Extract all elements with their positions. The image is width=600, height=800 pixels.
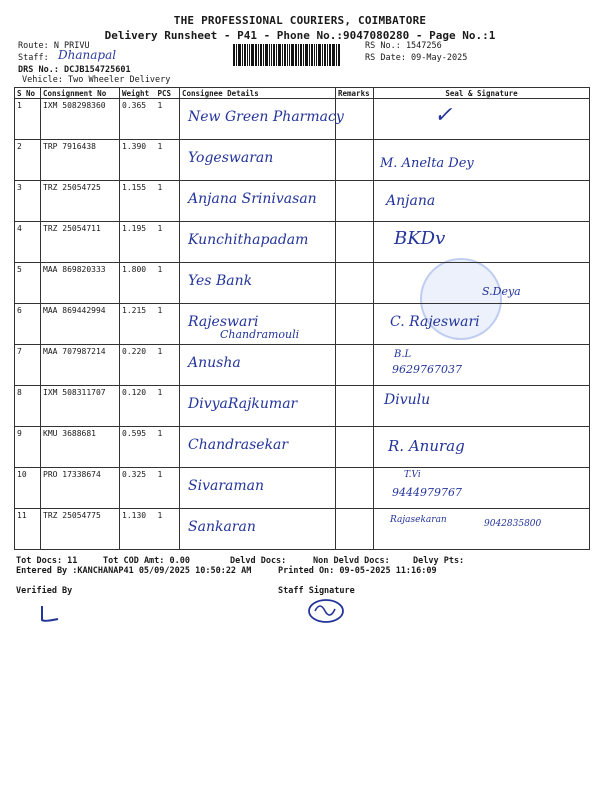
rs-date: RS Date: 09-May-2025 [365,53,468,63]
staff-signature-mark [306,598,346,624]
printed-on: Printed On: 09-05-2025 11:16:09 [278,566,437,576]
consignee-cell [180,140,336,181]
weight-cell: 1.390 [120,140,156,181]
consignment-cell: TRZ 25054711 [41,222,120,263]
signature-cell [374,263,590,304]
table-row [15,99,590,140]
consignee-cell [180,181,336,222]
remarks-cell [336,468,374,509]
pcs-cell: 1 [156,345,180,386]
rs-number: RS No.: 1547256 [365,41,442,51]
runsheet-table [14,87,590,550]
table-row [15,222,590,263]
handwritten-signature: Divulu [384,392,431,408]
delivery-points: Delvy Pts: [413,556,465,566]
sno-cell: 4 [15,222,41,263]
consignee-name: Anjana Srinivasan [188,191,317,207]
weight-cell: 1.195 [120,222,156,263]
signature-cell [374,427,590,468]
remarks-cell [336,509,374,550]
consignee-name: Sankaran [188,519,256,535]
handwritten-signature: Anjana [386,193,436,209]
remarks-cell [336,386,374,427]
sno-cell: 11 [15,509,41,550]
handwritten-signature: S.Deya [482,285,521,298]
pcs-cell: 1 [156,427,180,468]
pcs-cell: 1 [156,99,180,140]
consignee-name: Rajeswari [188,314,259,330]
runsheet-subtitle: Delivery Runsheet - P41 - Phone No.:9047080280 - Page No.:1 [104,29,496,42]
signature-cell [374,345,590,386]
consignee-cell [180,386,336,427]
total-cod: Tot COD Amt: 0.00 [103,556,190,566]
pcs-cell: 1 [156,386,180,427]
table-header-row [15,88,590,99]
table-row [15,304,590,345]
sno-cell: 7 [15,345,41,386]
staff-label: Staff: [18,53,49,63]
sno-cell: 3 [15,181,41,222]
consignment-cell: IXM 508298360 [41,99,120,140]
consignee-name: DivyaRajkumar [188,396,298,412]
pcs-cell: 1 [156,222,180,263]
signature-cell [374,99,590,140]
consignment-cell: KMU 3688681 [41,427,120,468]
col-remarks-header: Remarks [336,88,374,99]
consignee-cell [180,263,336,304]
pcs-cell: 1 [156,509,180,550]
consignee-cell [180,222,336,263]
sno-cell: 9 [15,427,41,468]
handwritten-signature: ✓ [434,103,453,128]
consignee-name: Yogeswaran [188,150,274,166]
consignment-cell: MAA 869820333 [41,263,120,304]
handwritten-phone: 9042835800 [484,519,542,529]
verified-signature [38,604,68,624]
table-row [15,386,590,427]
consignee-name: Kunchithapadam [188,232,309,248]
drs-number: DRS No.: DCJB154725601 [18,65,131,75]
col-signature-header: Seal & Signature [374,88,590,99]
consignee-name: Anusha [188,355,241,371]
consignment-cell: TRZ 25054725 [41,181,120,222]
signature-cell [374,222,590,263]
sno-cell: 1 [15,99,41,140]
consignment-cell: MAA 707987214 [41,345,120,386]
sno-cell: 2 [15,140,41,181]
sno-cell: 6 [15,304,41,345]
col-weight-header: Weight [120,88,156,99]
table-row [15,468,590,509]
remarks-cell [336,140,374,181]
consignee-name: New Green Pharmacy [188,109,344,125]
handwritten-signature: B.L [394,349,412,360]
handwritten-signature: M. Anelta Dey [380,156,474,171]
table-row [15,509,590,550]
pcs-cell: 1 [156,468,180,509]
consignee-cell [180,99,344,140]
weight-cell: 0.365 [120,99,156,140]
table-row [15,140,590,181]
weight-cell: 1.130 [120,509,156,550]
weight-cell: 0.120 [120,386,156,427]
handwritten-signature: BKDv [394,228,446,249]
pcs-cell: 1 [156,304,180,345]
handwritten-signature: Rajasekaran [390,515,447,525]
route-label: Route: N PRIVU [18,41,90,51]
staff-handwritten: Dhanapal [58,48,117,62]
weight-cell: 1.155 [120,181,156,222]
verified-by-label: Verified By [16,586,73,596]
page-title: THE PROFESSIONAL COURIERS, COIMBATORE [173,14,427,27]
pcs-cell: 1 [156,181,180,222]
table-row [15,181,590,222]
weight-cell: 0.595 [120,427,156,468]
signature-cell [374,509,590,550]
weight-cell: 1.215 [120,304,156,345]
pcs-cell: 1 [156,263,180,304]
col-pcs-header: PCS [156,88,180,99]
handwritten-signature: C. Rajeswari [390,314,480,330]
handwritten-signature: R. Anurag [388,437,465,455]
consignee-cell [180,468,336,509]
signature-cell [374,304,590,345]
col-sno-header: S No [15,88,41,99]
signature-cell [374,181,590,222]
consignee-cell [180,345,336,386]
sno-cell: 5 [15,263,41,304]
handwritten-signature: T.Vi [404,470,421,480]
signature-cell [374,386,590,427]
consignee-name-line2: Chandramouli [220,328,300,341]
remarks-cell [336,181,374,222]
consignee-cell [180,427,336,468]
barcode [233,44,358,66]
signature-cell [374,140,590,181]
weight-cell: 1.800 [120,263,156,304]
table-row [15,263,590,304]
remarks-cell [336,263,374,304]
delivered-docs: Delvd Docs: [230,556,287,566]
non-delivered-docs: Non Delvd Docs: [313,556,390,566]
table-row [15,427,590,468]
sno-cell: 10 [15,468,41,509]
table-row [15,345,590,386]
col-consignee-header: Consignee Details [180,88,336,99]
remarks-cell [336,99,374,140]
handwritten-phone: 9444979767 [392,486,462,499]
staff-signature-label: Staff Signature [278,586,355,596]
remarks-cell [336,345,374,386]
consignment-cell: TRP 7916438 [41,140,120,181]
consignment-cell: TRZ 25054775 [41,509,120,550]
consignee-cell [180,509,336,550]
vehicle-label: Vehicle: Two Wheeler Delivery [22,75,171,85]
consignment-cell: PRO 17338674 [41,468,120,509]
remarks-cell [336,427,374,468]
consignee-name: Yes Bank [188,273,253,289]
col-consignment-header: Consignment No [41,88,120,99]
sno-cell: 8 [15,386,41,427]
entered-by: Entered By :KANCHANAP41 05/09/2025 10:50:22 AM [16,566,252,576]
remarks-cell [336,222,374,263]
weight-cell: 0.220 [120,345,156,386]
pcs-cell: 1 [156,140,180,181]
consignee-name: Chandrasekar [188,437,289,453]
consignee-name: Sivaraman [188,478,265,494]
remarks-cell [336,304,374,345]
consignment-cell: MAA 869442994 [41,304,120,345]
weight-cell: 0.325 [120,468,156,509]
consignment-cell: IXM 508311707 [41,386,120,427]
handwritten-phone: 9629767037 [392,363,462,376]
total-docs: Tot Docs: 11 [16,556,78,566]
consignee-cell [180,304,336,345]
signature-cell [374,468,590,509]
